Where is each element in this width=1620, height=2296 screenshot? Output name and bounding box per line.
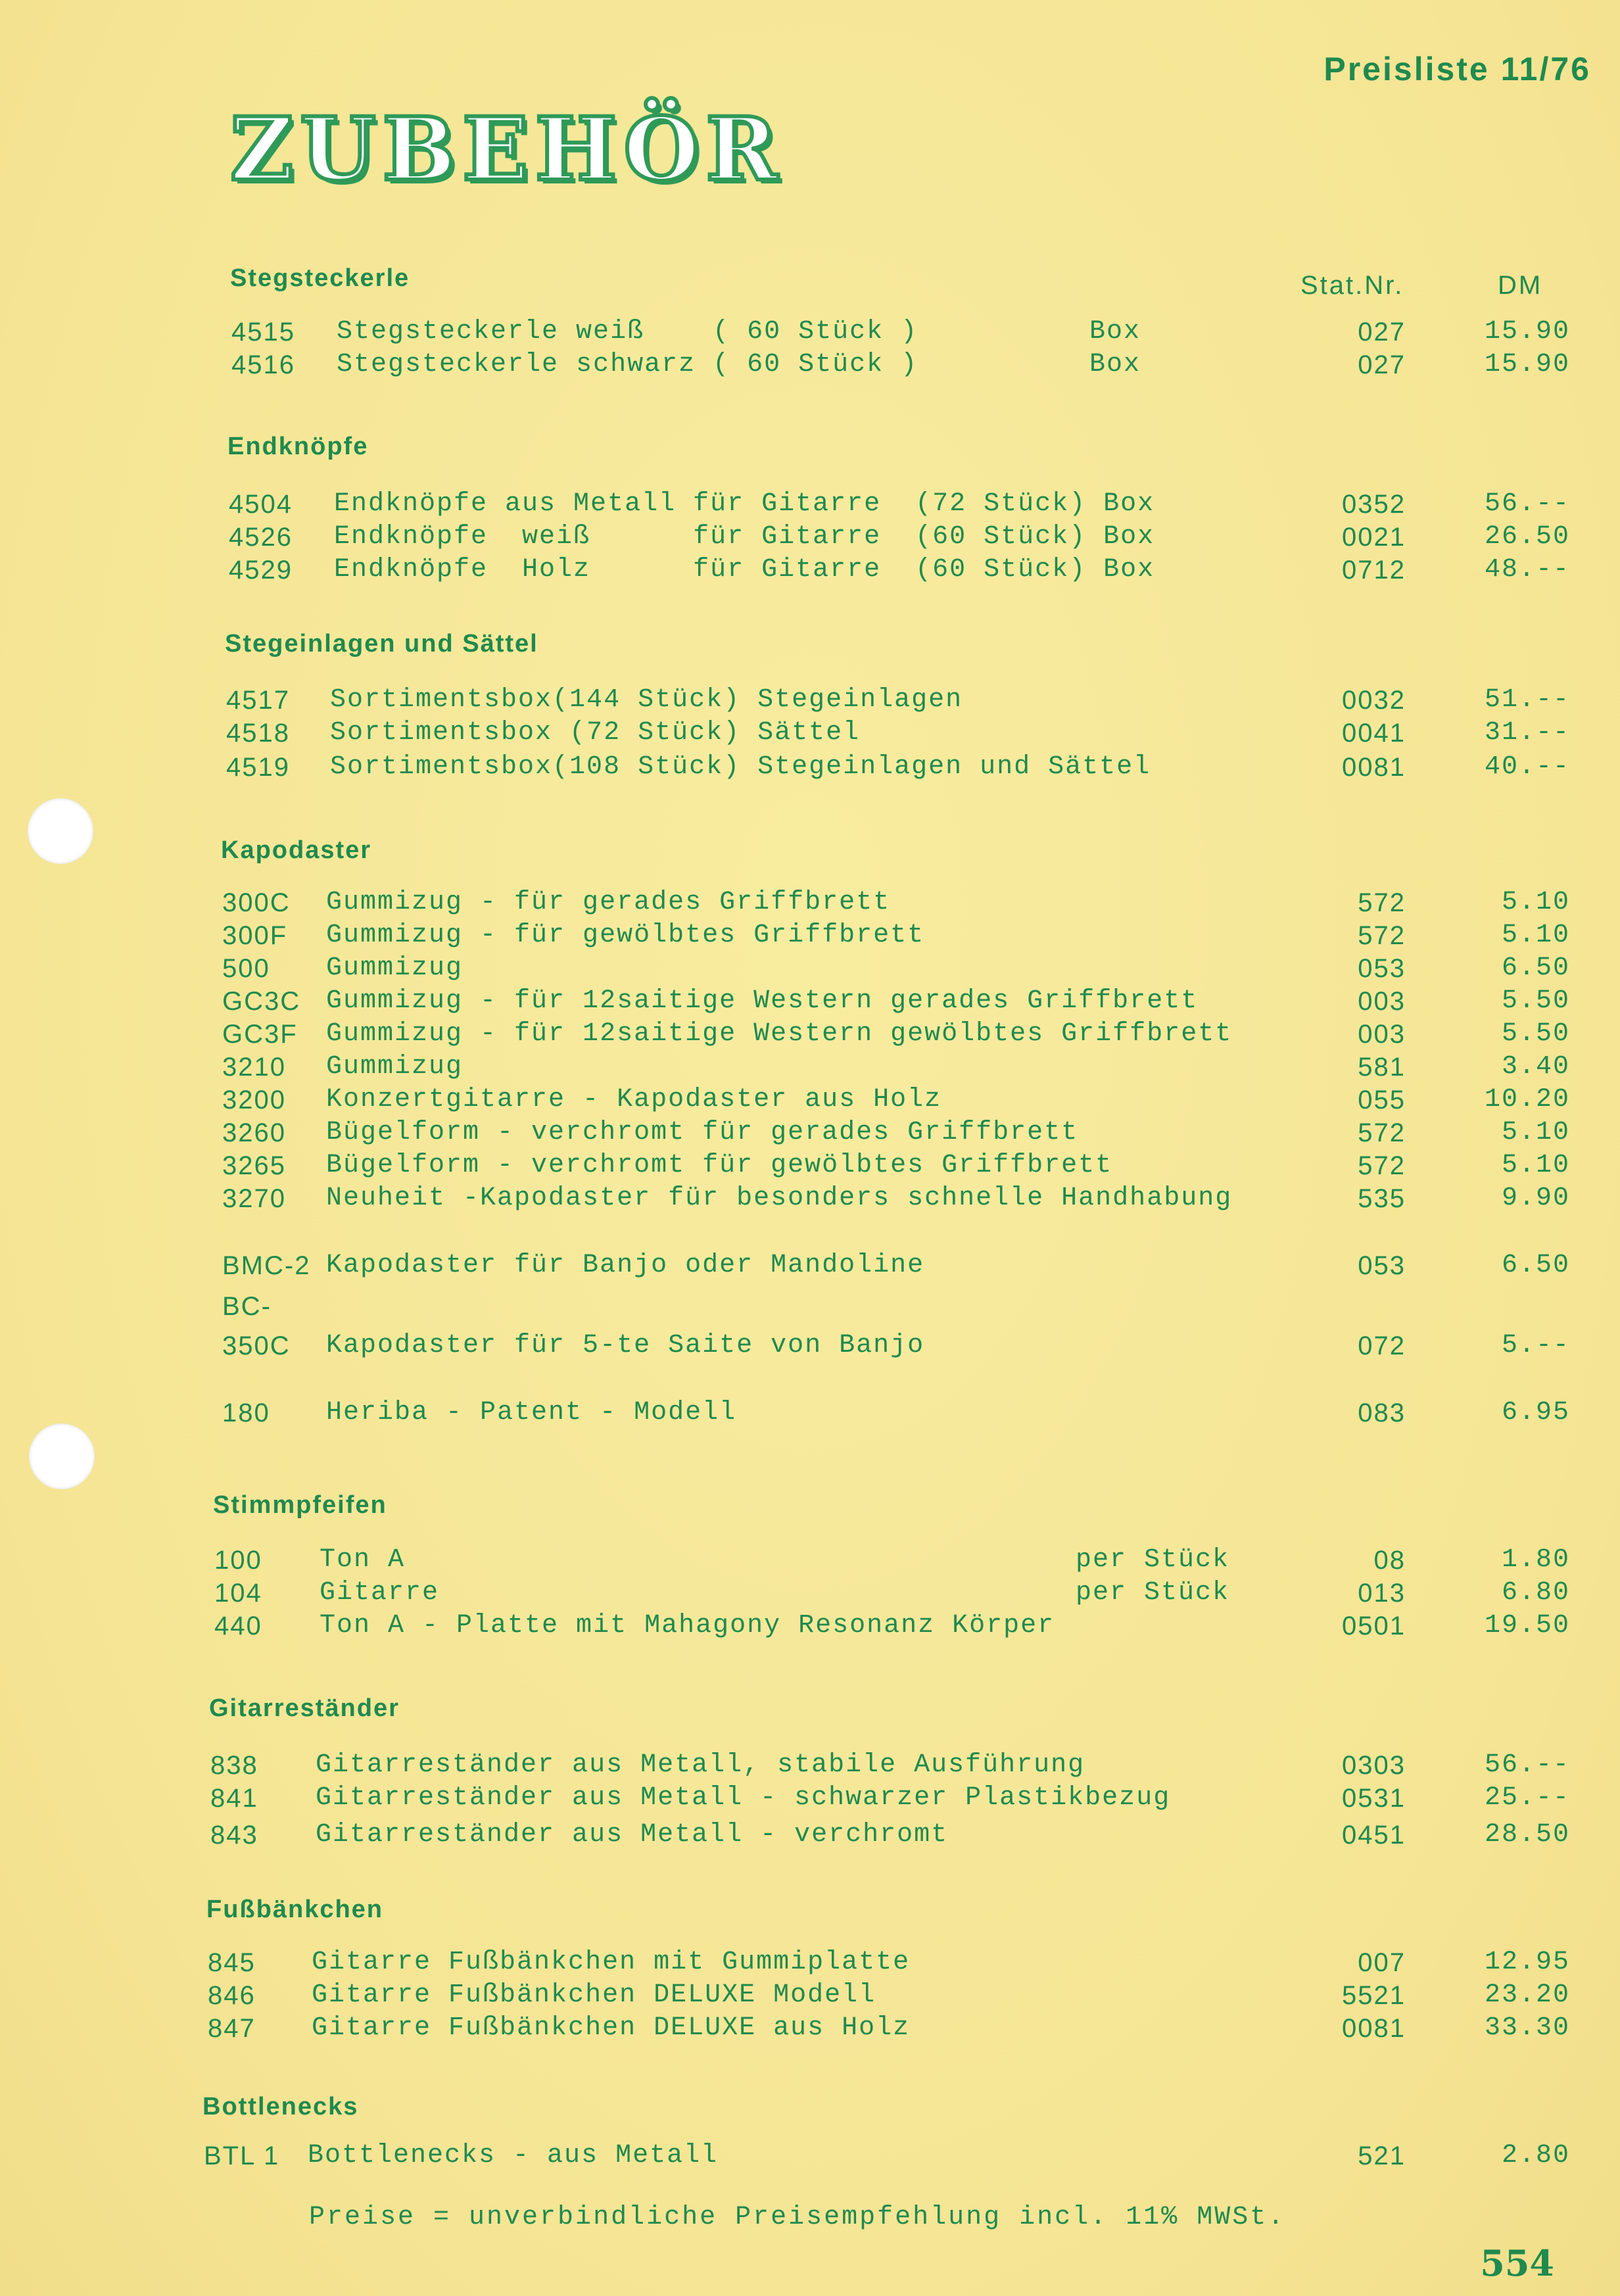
list-item bbox=[0, 316, 1620, 348]
list-item bbox=[0, 684, 1620, 717]
list-item bbox=[0, 1397, 1620, 1429]
item-code: 4516 bbox=[231, 350, 295, 379]
list-item bbox=[0, 2140, 1620, 2172]
item-price: 5.10 bbox=[1501, 1118, 1570, 1147]
item-code: 440 bbox=[214, 1612, 262, 1640]
item-stat-number: 027 bbox=[1358, 318, 1406, 347]
item-code: 4519 bbox=[226, 753, 290, 782]
item-description: Ton A bbox=[320, 1545, 406, 1575]
item-stat-number: 521 bbox=[1358, 2141, 1406, 2170]
list-item bbox=[0, 1290, 1620, 1323]
item-description: Konzertgitarre - Kapodaster aus Holz bbox=[326, 1085, 942, 1114]
list-item bbox=[0, 554, 1620, 586]
section-heading: Stegeinlagen und Sättel bbox=[225, 630, 538, 658]
item-description: Gitarre Fußbänkchen DELUXE aus Holz bbox=[312, 2013, 911, 2043]
item-stat-number: 003 bbox=[1358, 1020, 1406, 1049]
item-code: 847 bbox=[208, 2014, 256, 2043]
item-description: Stegsteckerle schwarz ( 60 Stück ) bbox=[337, 350, 918, 379]
item-description: Ton A - Platte mit Mahagony Resonanz Körper bbox=[320, 1611, 1055, 1640]
item-description: Gummizug - für 12saitige Western gerades Griffbrett bbox=[326, 986, 1199, 1016]
list-item bbox=[0, 1051, 1620, 1084]
item-code: 500 bbox=[222, 954, 270, 983]
punch-hole-bottom bbox=[29, 1423, 95, 1489]
item-code: 100 bbox=[214, 1546, 262, 1575]
column-header-stat: Stat.Nr. bbox=[1300, 271, 1404, 300]
list-item bbox=[0, 1749, 1620, 1782]
zubehoer-logo: ZUBEHÖR bbox=[230, 99, 785, 201]
item-code: 4517 bbox=[226, 686, 290, 715]
list-item bbox=[0, 886, 1620, 919]
item-code: 845 bbox=[208, 1948, 256, 1977]
item-code: 300F bbox=[222, 921, 288, 950]
list-item bbox=[0, 1249, 1620, 1282]
item-description: Kapodaster für 5-te Saite von Banjo bbox=[326, 1331, 925, 1360]
item-stat-number: 055 bbox=[1358, 1086, 1406, 1114]
item-description: Stegsteckerle weiß ( 60 Stück ) bbox=[337, 317, 918, 347]
list-item bbox=[0, 1116, 1620, 1149]
list-item bbox=[0, 1946, 1620, 1979]
item-price: 6.80 bbox=[1501, 1578, 1570, 1608]
item-description: Neuheit -Kapodaster für besonders schnelle Handhabung bbox=[326, 1184, 1233, 1213]
item-code: 4518 bbox=[226, 719, 290, 748]
item-stat-number: 581 bbox=[1358, 1053, 1406, 1082]
item-description: Gitarreständer aus Metall - verchromt bbox=[316, 1820, 949, 1850]
list-item bbox=[0, 1084, 1620, 1116]
list-item bbox=[0, 985, 1620, 1018]
page-number: 554 bbox=[1480, 2242, 1554, 2284]
item-stat-number: 08 bbox=[1373, 1546, 1406, 1575]
item-code: 4529 bbox=[229, 556, 293, 585]
item-stat-number: 0501 bbox=[1342, 1612, 1406, 1640]
item-stat-number: 072 bbox=[1358, 1331, 1406, 1360]
item-description: Gitarre Fußbänkchen mit Gummiplatte bbox=[312, 1948, 911, 1977]
list-item bbox=[0, 348, 1620, 381]
item-description: Gummizug - für gerades Griffbrett bbox=[326, 888, 891, 917]
item-stat-number: 0081 bbox=[1342, 2014, 1406, 2043]
list-item bbox=[0, 952, 1620, 985]
item-code: GC3F bbox=[222, 1020, 298, 1049]
item-stat-number: 053 bbox=[1358, 1251, 1406, 1280]
item-stat-number: 572 bbox=[1358, 921, 1406, 950]
item-code: 3200 bbox=[222, 1086, 286, 1114]
item-code: BC- bbox=[222, 1292, 272, 1321]
item-price: 6.50 bbox=[1501, 1251, 1570, 1280]
list-item bbox=[0, 1979, 1620, 2012]
item-stat-number: 0081 bbox=[1342, 753, 1406, 782]
item-stat-number: 0451 bbox=[1342, 1821, 1406, 1850]
list-item bbox=[0, 1018, 1620, 1051]
section-heading: Stimmpfeifen bbox=[213, 1491, 387, 1519]
footer-note: Preise = unverbindliche Preisempfehlung incl. 11% MWSt. bbox=[309, 2203, 1286, 2232]
item-description: Sortimentsbox(144 Stück) Stegeinlagen bbox=[330, 685, 963, 715]
list-item bbox=[0, 2012, 1620, 2045]
item-code: BTL 1 bbox=[204, 2141, 280, 2170]
item-price: 5.10 bbox=[1501, 1151, 1570, 1180]
item-description: Gummizug bbox=[326, 953, 464, 983]
item-description: Gitarre Fußbänkchen DELUXE Modell bbox=[312, 1980, 876, 2010]
item-stat-number: 5521 bbox=[1342, 1981, 1406, 2010]
item-price: 33.30 bbox=[1484, 2013, 1570, 2043]
list-item bbox=[0, 717, 1620, 750]
item-packaging: per Stück bbox=[1075, 1545, 1229, 1575]
item-stat-number: 027 bbox=[1358, 350, 1406, 379]
item-description: Gitarreständer aus Metall, stabile Ausführung bbox=[316, 1750, 1085, 1780]
item-code: 104 bbox=[214, 1579, 262, 1608]
item-code: 300C bbox=[222, 888, 291, 917]
price-list-title: Preisliste 11/76 bbox=[1323, 51, 1591, 87]
section-heading: Endknöpfe bbox=[227, 433, 369, 460]
item-code: 3265 bbox=[222, 1151, 286, 1180]
item-price: 26.50 bbox=[1484, 522, 1570, 552]
item-price: 48.-- bbox=[1484, 555, 1570, 585]
item-code: 180 bbox=[222, 1399, 270, 1427]
list-item bbox=[0, 1819, 1620, 1852]
section-heading: Stegsteckerle bbox=[230, 264, 410, 292]
item-stat-number: 0041 bbox=[1342, 719, 1406, 748]
item-description: Gitarre bbox=[320, 1578, 440, 1608]
list-item bbox=[0, 521, 1620, 554]
item-description: Sortimentsbox(108 Stück) Stegeinlagen und Sättel bbox=[330, 752, 1151, 782]
list-item bbox=[0, 919, 1620, 952]
punch-hole-top bbox=[28, 798, 93, 864]
item-description: Sortimentsbox (72 Stück) Sättel bbox=[330, 718, 861, 748]
item-price: 15.90 bbox=[1484, 317, 1570, 347]
item-description: Endknöpfe Holz für Gitarre (60 Stück) Box bbox=[334, 555, 1155, 585]
list-item bbox=[0, 751, 1620, 784]
item-price: 31.-- bbox=[1484, 718, 1570, 748]
item-code: 3210 bbox=[222, 1053, 286, 1082]
item-code: 350C bbox=[222, 1331, 291, 1360]
item-stat-number: 0303 bbox=[1342, 1751, 1406, 1780]
item-price: 5.50 bbox=[1501, 986, 1570, 1016]
item-price: 1.80 bbox=[1501, 1545, 1570, 1575]
item-price: 56.-- bbox=[1484, 1750, 1570, 1780]
item-price: 5.-- bbox=[1501, 1331, 1570, 1360]
item-stat-number: 007 bbox=[1358, 1948, 1406, 1977]
item-stat-number: 0032 bbox=[1342, 686, 1406, 715]
item-description: Gummizug bbox=[326, 1052, 464, 1082]
item-code: GC3C bbox=[222, 987, 301, 1016]
item-price: 5.10 bbox=[1501, 888, 1570, 917]
section-heading: Fußbänkchen bbox=[206, 1896, 384, 1923]
item-price: 25.-- bbox=[1484, 1783, 1570, 1813]
list-item bbox=[0, 1610, 1620, 1642]
item-stat-number: 0712 bbox=[1342, 556, 1406, 585]
item-description: Gummizug - für gewölbtes Griffbrett bbox=[326, 921, 925, 950]
item-stat-number: 572 bbox=[1358, 1151, 1406, 1180]
item-packaging: Box bbox=[1089, 350, 1141, 379]
list-item bbox=[0, 1544, 1620, 1577]
item-stat-number: 053 bbox=[1358, 954, 1406, 983]
item-description: Bügelform - verchromt für gewölbtes Griffbrett bbox=[326, 1151, 1113, 1180]
item-price: 23.20 bbox=[1484, 1980, 1570, 2010]
item-price: 10.20 bbox=[1484, 1085, 1570, 1114]
item-code: 838 bbox=[210, 1751, 258, 1780]
item-code: 3270 bbox=[222, 1184, 286, 1213]
list-item bbox=[0, 488, 1620, 521]
item-code: BMC-2 bbox=[222, 1251, 311, 1280]
item-code: 846 bbox=[208, 1981, 256, 2010]
section-heading: Bottlenecks bbox=[202, 2093, 359, 2120]
item-stat-number: 572 bbox=[1358, 1118, 1406, 1147]
item-description: Heriba - Patent - Modell bbox=[326, 1398, 737, 1427]
item-stat-number: 013 bbox=[1358, 1579, 1406, 1608]
item-description: Endknöpfe weiß für Gitarre (60 Stück) Box bbox=[334, 522, 1155, 552]
item-description: Kapodaster für Banjo oder Mandoline bbox=[326, 1251, 925, 1280]
item-price: 40.-- bbox=[1484, 752, 1570, 782]
item-stat-number: 535 bbox=[1358, 1184, 1406, 1213]
item-price: 6.95 bbox=[1501, 1398, 1570, 1427]
item-description: Bottlenecks - aus Metall bbox=[308, 2141, 719, 2170]
item-price: 9.90 bbox=[1501, 1184, 1570, 1213]
item-price: 2.80 bbox=[1501, 2141, 1570, 2170]
list-item bbox=[0, 1329, 1620, 1362]
item-code: 4515 bbox=[231, 318, 295, 347]
item-packaging: Box bbox=[1089, 317, 1141, 347]
item-description: Bügelform - verchromt für gerades Griffbrett bbox=[326, 1118, 1079, 1147]
item-code: 3260 bbox=[222, 1118, 286, 1147]
list-item bbox=[0, 1182, 1620, 1215]
item-packaging: per Stück bbox=[1075, 1578, 1229, 1608]
column-header-dm: DM bbox=[1498, 271, 1543, 300]
item-code: 843 bbox=[210, 1821, 258, 1850]
item-stat-number: 0531 bbox=[1342, 1784, 1406, 1813]
item-price: 5.10 bbox=[1501, 921, 1570, 950]
item-description: Endknöpfe aus Metall für Gitarre (72 Stück) Box bbox=[334, 489, 1155, 519]
item-price: 6.50 bbox=[1501, 953, 1570, 983]
item-price: 12.95 bbox=[1484, 1948, 1570, 1977]
item-stat-number: 003 bbox=[1358, 987, 1406, 1016]
item-price: 56.-- bbox=[1484, 489, 1570, 519]
item-code: 4526 bbox=[229, 523, 293, 552]
item-price: 28.50 bbox=[1484, 1820, 1570, 1850]
item-description: Gummizug - für 12saitige Western gewölbtes Griffbrett bbox=[326, 1019, 1233, 1049]
item-stat-number: 083 bbox=[1358, 1399, 1406, 1427]
item-code: 4504 bbox=[229, 490, 293, 519]
item-price: 15.90 bbox=[1484, 350, 1570, 379]
list-item bbox=[0, 1782, 1620, 1815]
section-heading: Kapodaster bbox=[221, 836, 372, 864]
section-heading: Gitarreständer bbox=[209, 1694, 400, 1722]
item-price: 5.50 bbox=[1501, 1019, 1570, 1049]
list-item bbox=[0, 1577, 1620, 1610]
item-code: 841 bbox=[210, 1784, 258, 1813]
item-price: 51.-- bbox=[1484, 685, 1570, 715]
item-price: 3.40 bbox=[1501, 1052, 1570, 1082]
item-stat-number: 572 bbox=[1358, 888, 1406, 917]
item-price: 19.50 bbox=[1484, 1611, 1570, 1640]
item-stat-number: 0352 bbox=[1342, 490, 1406, 519]
list-item bbox=[0, 1149, 1620, 1182]
item-description: Gitarreständer aus Metall - schwarzer Plastikbezug bbox=[316, 1783, 1171, 1813]
item-stat-number: 0021 bbox=[1342, 523, 1406, 552]
